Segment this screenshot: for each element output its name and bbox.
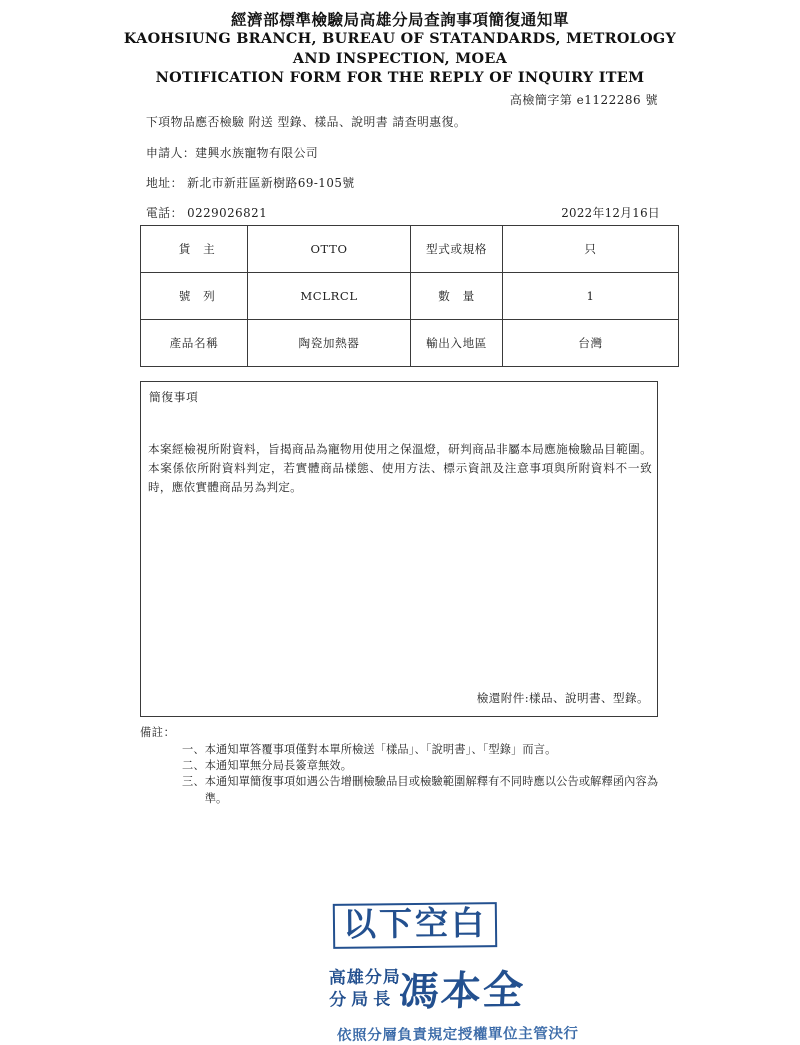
table-row — [141, 320, 679, 367]
cell-quantity-value: 1 — [503, 273, 679, 320]
phone-and-date-line — [146, 206, 660, 221]
footer-notes-list — [140, 742, 660, 807]
cell-owner-label: 貨 主 — [141, 226, 248, 273]
footer-item-text: 本通知單無分局長簽章無效。 — [204, 759, 353, 773]
item-details-table — [140, 225, 679, 367]
document-number: 高檢簡字第 e1122286 號 — [509, 93, 658, 108]
instruction-line: 下項物品應否檢驗 附送 型錄、樣品、說明書 請查明惠復。 — [146, 115, 467, 130]
signature-office-name: 高雄分局 — [328, 967, 401, 989]
list-item — [182, 758, 660, 774]
cell-quantity-label: 數 量 — [411, 273, 503, 320]
authorization-stamp: 依照分層負責規定授權單位主管決行 — [336, 1025, 579, 1045]
issue-date: 2022年12月16日 — [561, 206, 660, 221]
cell-model-label: 型式或規格 — [411, 226, 503, 273]
signature-personal-name: 馮本全 — [397, 966, 527, 1016]
footer-notes — [140, 724, 660, 807]
title-chinese: 經濟部標準檢驗局高雄分局查詢事項簡復通知單 — [230, 10, 570, 29]
footer-item-text: 本通知單答覆事項僅對本單所檢送「樣品」、「說明書」、「型錄」而言。 — [204, 743, 557, 756]
reply-body-text: 本案經檢視所附資料，旨揭商品為寵物用使用之保溫燈，研判商品非屬本局應施檢驗品目範圍。本案係依所附資料判定，若實體商品樣態、使用方法、標示資訊及注意事項與所附資料不一致時，應依實體商品另為判定。 — [148, 442, 652, 494]
footer-item-number: 一、 — [182, 743, 205, 756]
signature-office-title: 分局長 — [329, 988, 396, 1010]
cell-owner-value: OTTO — [248, 226, 411, 273]
cell-product-label: 產品名稱 — [141, 320, 248, 367]
title-english-line-2: AND INSPECTION, MOEA — [292, 49, 508, 67]
table-row — [141, 226, 679, 273]
blank-below-stamp: 以下空白 — [333, 902, 497, 948]
address-line: 地址： 新北市新莊區新樹路69-105號 — [146, 175, 355, 190]
applicant-line: 申請人：建興水族寵物有限公司 — [146, 145, 319, 160]
cell-region-value: 台灣 — [503, 320, 679, 367]
reply-section-title: 簡復事項 — [149, 390, 199, 404]
list-item — [182, 742, 660, 758]
title-english-line-3: NOTIFICATION FORM FOR THE REPLY OF INQUIRY ITEM — [155, 68, 645, 86]
cell-product-value: 陶瓷加熱器 — [248, 320, 411, 367]
intro-block — [0, 115, 800, 221]
cell-region-label: 輸出入地區 — [411, 320, 503, 367]
footer-notes-label: 備註： — [140, 726, 176, 739]
title-english-line-1: KAOHSIUNG BRANCH, BUREAU OF STATANDARDS, METROLOGY — [123, 30, 677, 48]
cell-model-value: 只 — [503, 226, 679, 273]
signature-office-block — [329, 967, 402, 1012]
footer-item-number: 二、 — [182, 759, 205, 773]
attachment-return-note: 檢還附件:樣品、說明書、型錄。 — [476, 691, 649, 705]
phone-line: 電話： 0229026821 — [146, 206, 268, 221]
footer-item-number: 三、 — [182, 775, 205, 789]
list-item — [182, 774, 660, 806]
document-header — [0, 0, 800, 87]
cell-serial-label: 號 列 — [141, 273, 248, 320]
footer-item-text: 本通知單簡復事項如遇公告增刪檢驗品目或檢驗範圍解釋有不同時應以公告或解釋函內容為準。 — [204, 775, 659, 805]
table-row — [141, 273, 679, 320]
official-signature-stamp — [329, 959, 526, 1019]
cell-serial-value: MCLRCL — [248, 273, 411, 320]
